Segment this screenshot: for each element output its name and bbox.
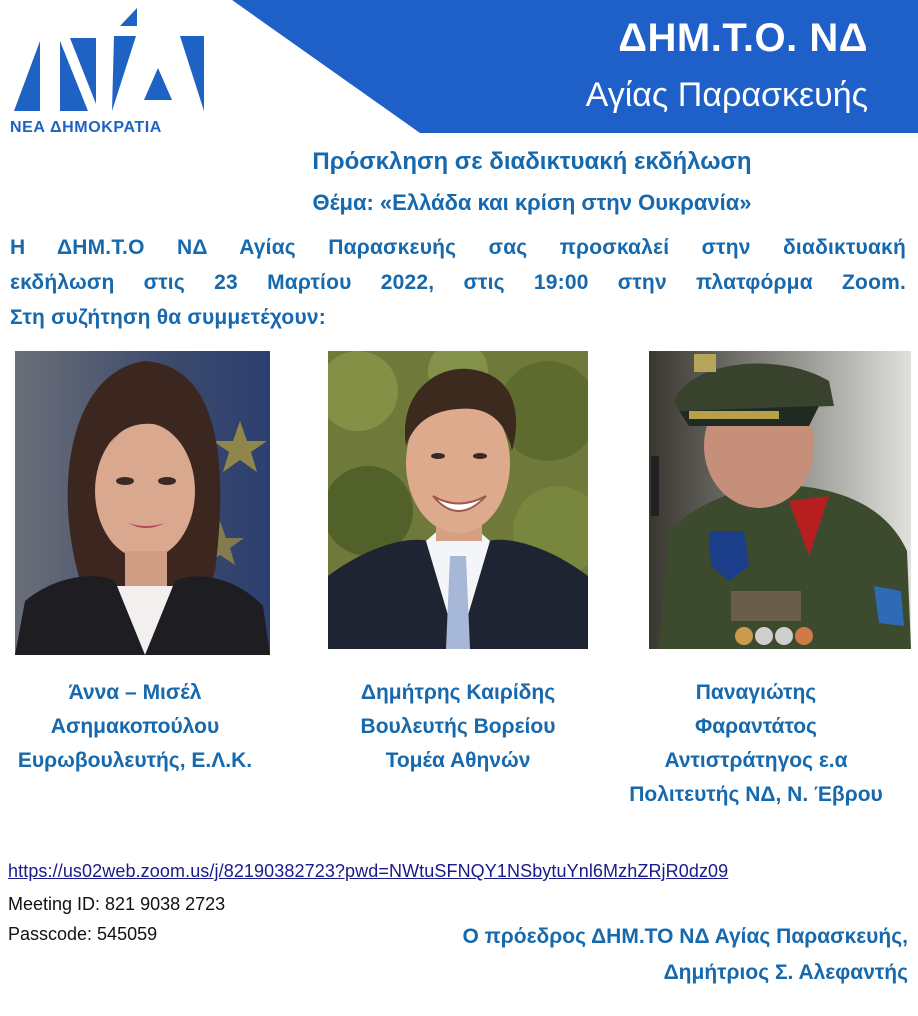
- meeting-id: Meeting ID: 821 9038 2723: [8, 894, 226, 914]
- banner-title: ΔΗΜ.Τ.Ο. ΝΔ: [618, 16, 868, 60]
- signature-title: Ο πρόεδρος ΔΗΜ.ΤΟ ΝΔ Αγίας Παρασκευής,: [462, 925, 908, 948]
- speaker-name: Δημήτρης Καιρίδης: [360, 681, 556, 704]
- intro-line: Η ΔΗΜ.Τ.Ο ΝΔ Αγίας Παρασκευής σας προσκαλεί στην διαδικτυακή: [10, 236, 906, 259]
- speaker-name: Φαραντάτος: [695, 715, 817, 738]
- speaker-name: Παναγιώτης: [695, 681, 817, 704]
- speaker-photo-general: [649, 351, 911, 649]
- zoom-meeting-link[interactable]: https://us02web.zoom.us/j/82190382723?pwd=NWtuSFNQY1NSbytuYnl6MzhZRjR0dz09: [8, 861, 729, 881]
- speaker-photo-woman: [15, 351, 270, 655]
- speaker-photo-man-suit: [328, 351, 588, 649]
- speaker-caption: [596, 676, 916, 812]
- speaker-role: Βουλευτής Βορείου: [360, 715, 556, 738]
- speaker-caption: [298, 676, 618, 778]
- speaker-caption: [0, 676, 300, 778]
- speaker-role: Πολιτευτής ΝΔ, Ν. Έβρου: [629, 783, 883, 806]
- logo-text: ΝΕΑ ΔΗΜΟΚΡΑΤΙΑ: [10, 119, 162, 136]
- speaker-role: Τομέα Αθηνών: [385, 749, 531, 772]
- invitation-topic: Θέμα: «Ελλάδα και κρίση στην Ουκρανία»: [312, 190, 752, 215]
- meeting-passcode: Passcode: 545059: [8, 924, 158, 944]
- speaker-name: Άννα – Μισέλ: [68, 681, 202, 704]
- invitation-title: Πρόσκληση σε διαδικτυακή εκδήλωση: [312, 148, 752, 175]
- speaker-role: Αντιστράτηγος ε.α: [664, 749, 848, 772]
- banner-subtitle: Αγίας Παρασκευής: [585, 76, 868, 114]
- speaker-role: Ευρωβουλευτής, Ε.Λ.Κ.: [17, 749, 253, 772]
- intro-line: Στη συζήτηση θα συμμετέχουν:: [10, 306, 326, 329]
- signature-name: Δημήτριος Σ. Αλεφαντής: [663, 961, 908, 984]
- speaker-name: Ασημακοπούλου: [50, 715, 220, 738]
- intro-paragraph: [10, 230, 906, 335]
- intro-line: εκδήλωση στις 23 Μαρτίου 2022, στις 19:00 στην πλατφόρμα Zoom.: [10, 271, 906, 294]
